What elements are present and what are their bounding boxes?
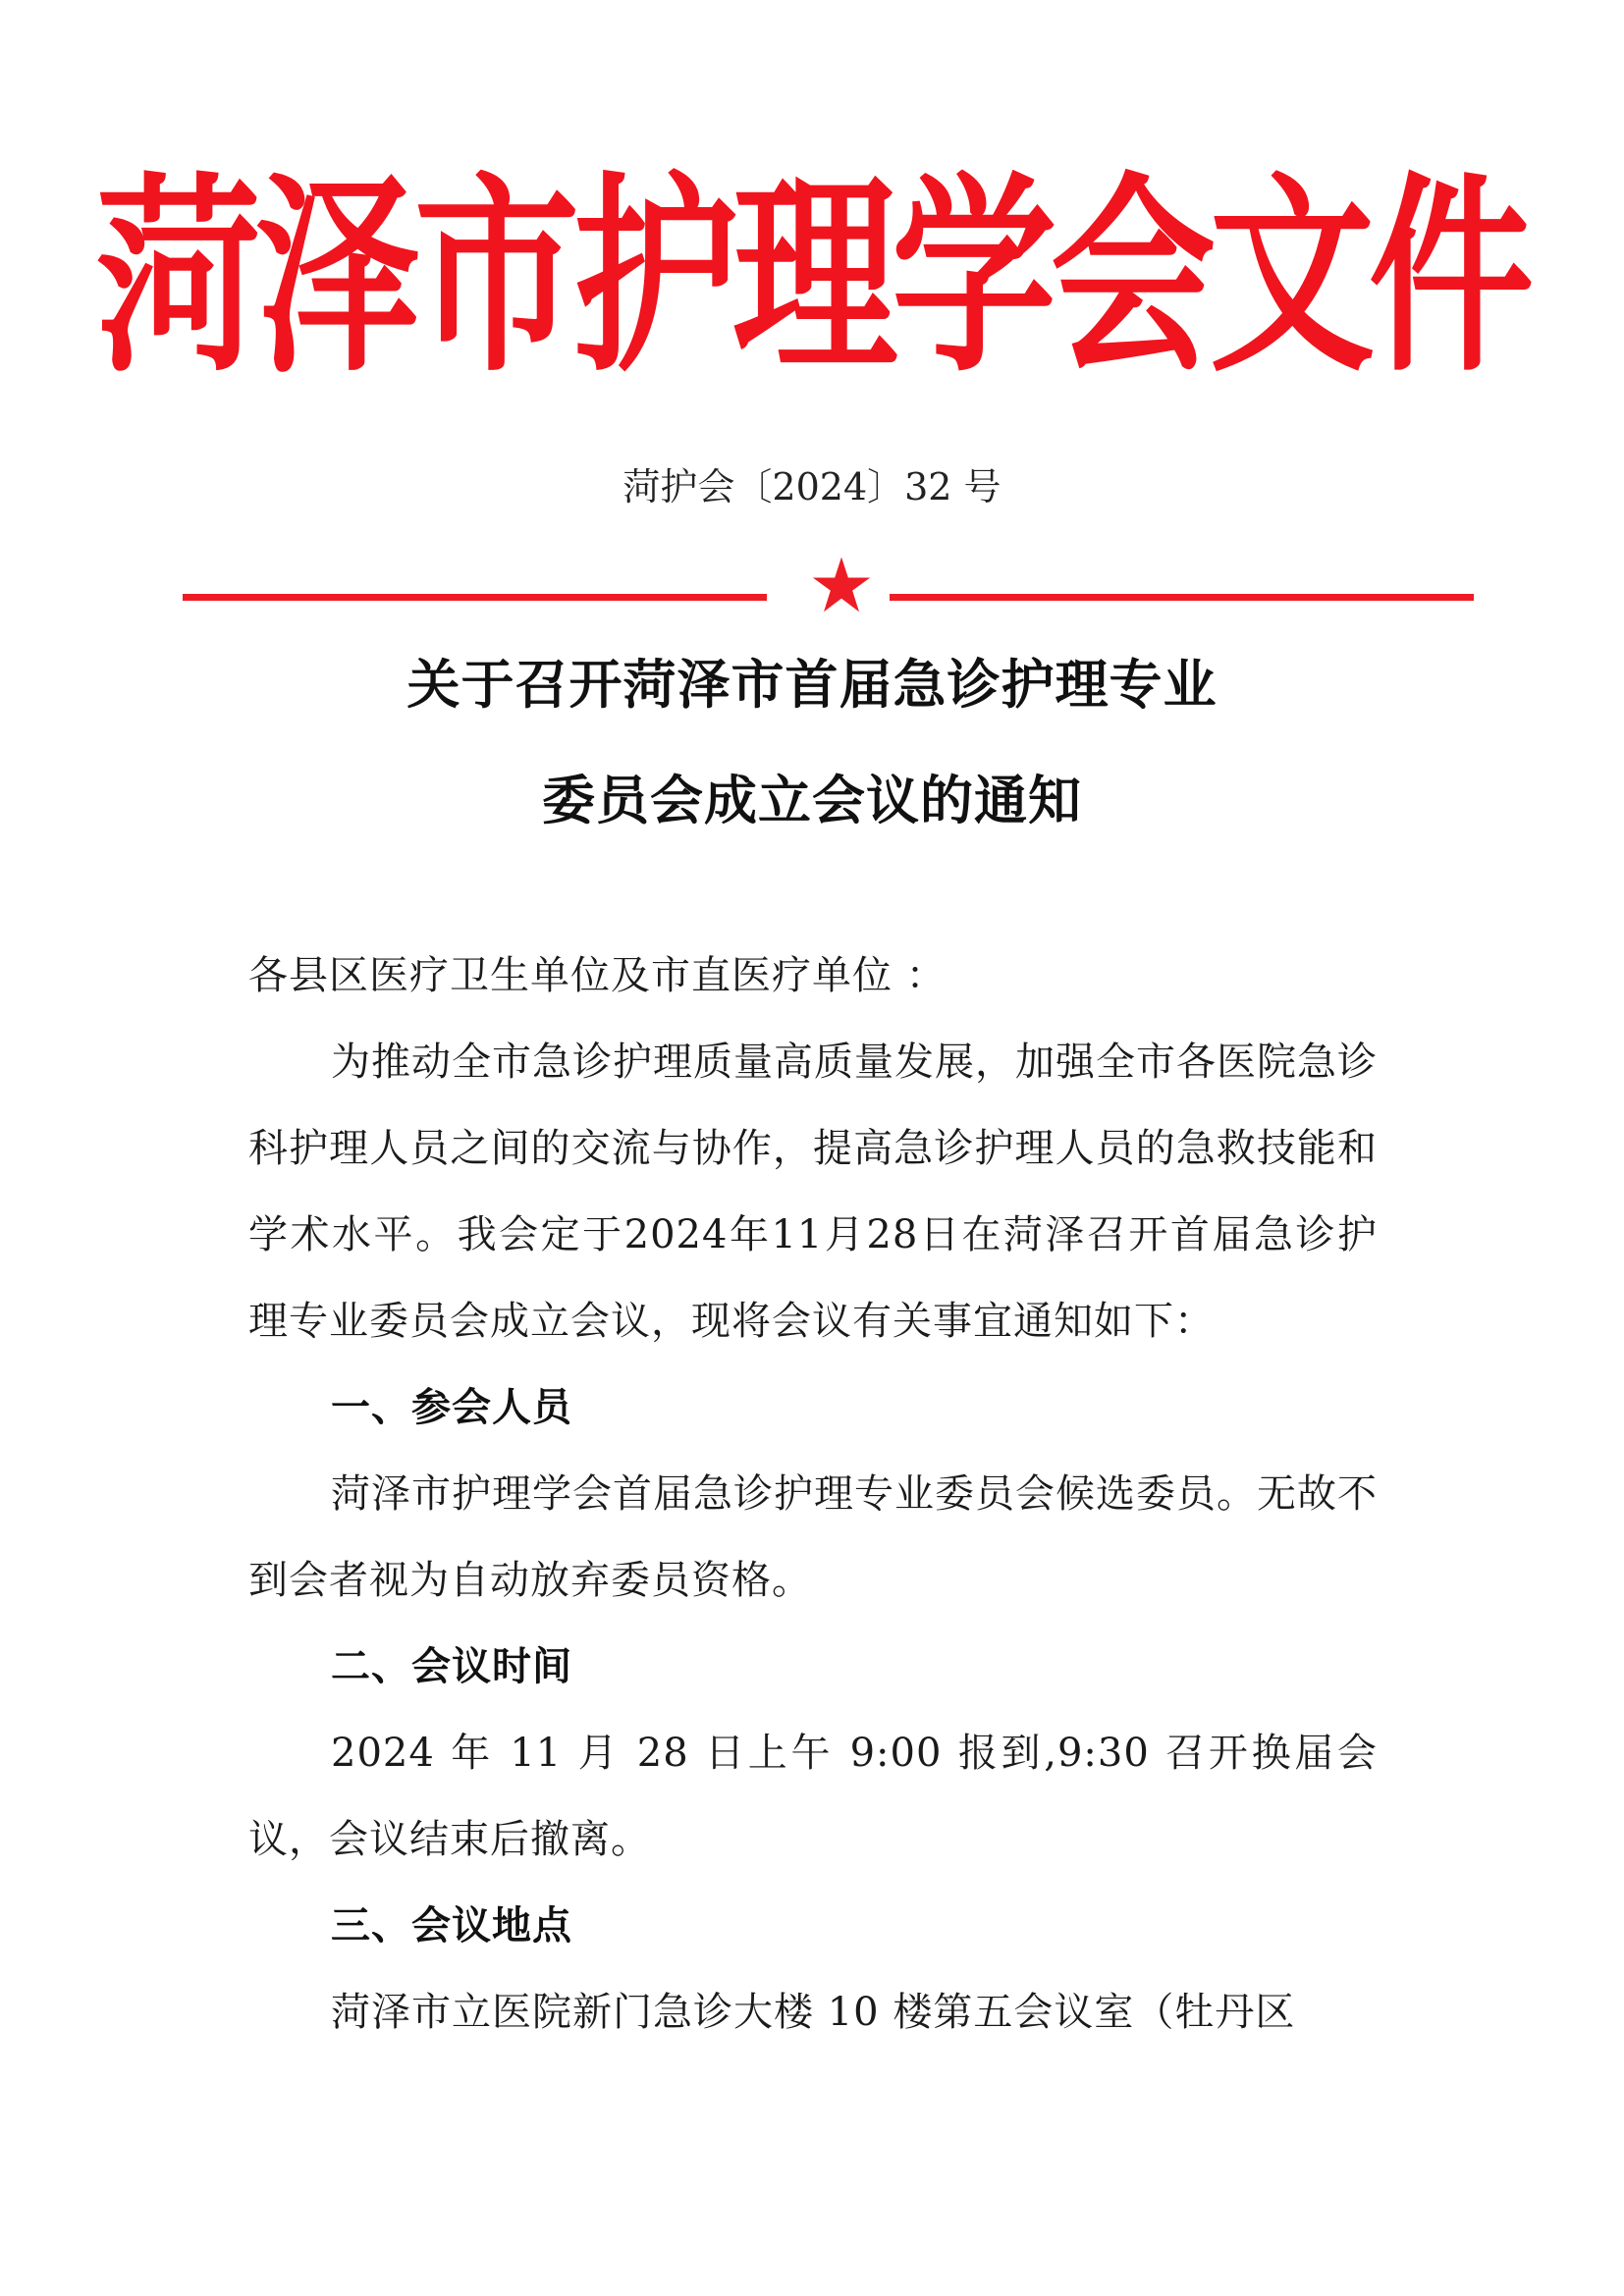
section-text-location: 菏泽市立医院新门急诊大楼 10 楼第五会议室（牡丹区 [331,1990,1296,2035]
salutation: 各县区医疗卫生单位及市直医疗单位 ： [248,953,947,998]
notice-title-line-2: 委员会成立会议的通知 [542,769,1082,831]
section-heading-time: 二、会议时间 [331,1644,572,1689]
separator-line-left [183,594,767,601]
notice-title-line-1: 关于召开菏泽市首届急诊护理专业 [406,653,1218,716]
notice-body [248,933,1378,2056]
section-text-time: 2024 年 11 月 28 日上午 9:00 报到,9:30 召开换届会议，会议结束后撤离。 [248,1731,1378,1862]
separator-line-right [890,594,1474,601]
section-heading-attendees: 一、参会人员 [331,1385,572,1430]
intro-paragraph: 为推动全市急诊护理质量高质量发展，加强全市各医院急诊科护理人员之间的交流与协作，提高急诊护理人员的急救技能和学术水平。我会定于2024年11月28日在菏泽召开首届急诊护理专业委员会成立会议，现将会议有关事宜通知如下： [248,1040,1378,1344]
star-icon [811,555,872,615]
section-heading-location: 三、会议地点 [331,1903,572,1949]
section-text-attendees: 菏泽市护理学会首届急诊护理专业委员会候选委员。无故不到会者视为自动放弃委员资格。 [248,1471,1378,1603]
masthead-title: 菏泽市护理学会文件 [96,154,1528,400]
document-number: 菏护会〔2024〕32 号 [623,465,1001,508]
